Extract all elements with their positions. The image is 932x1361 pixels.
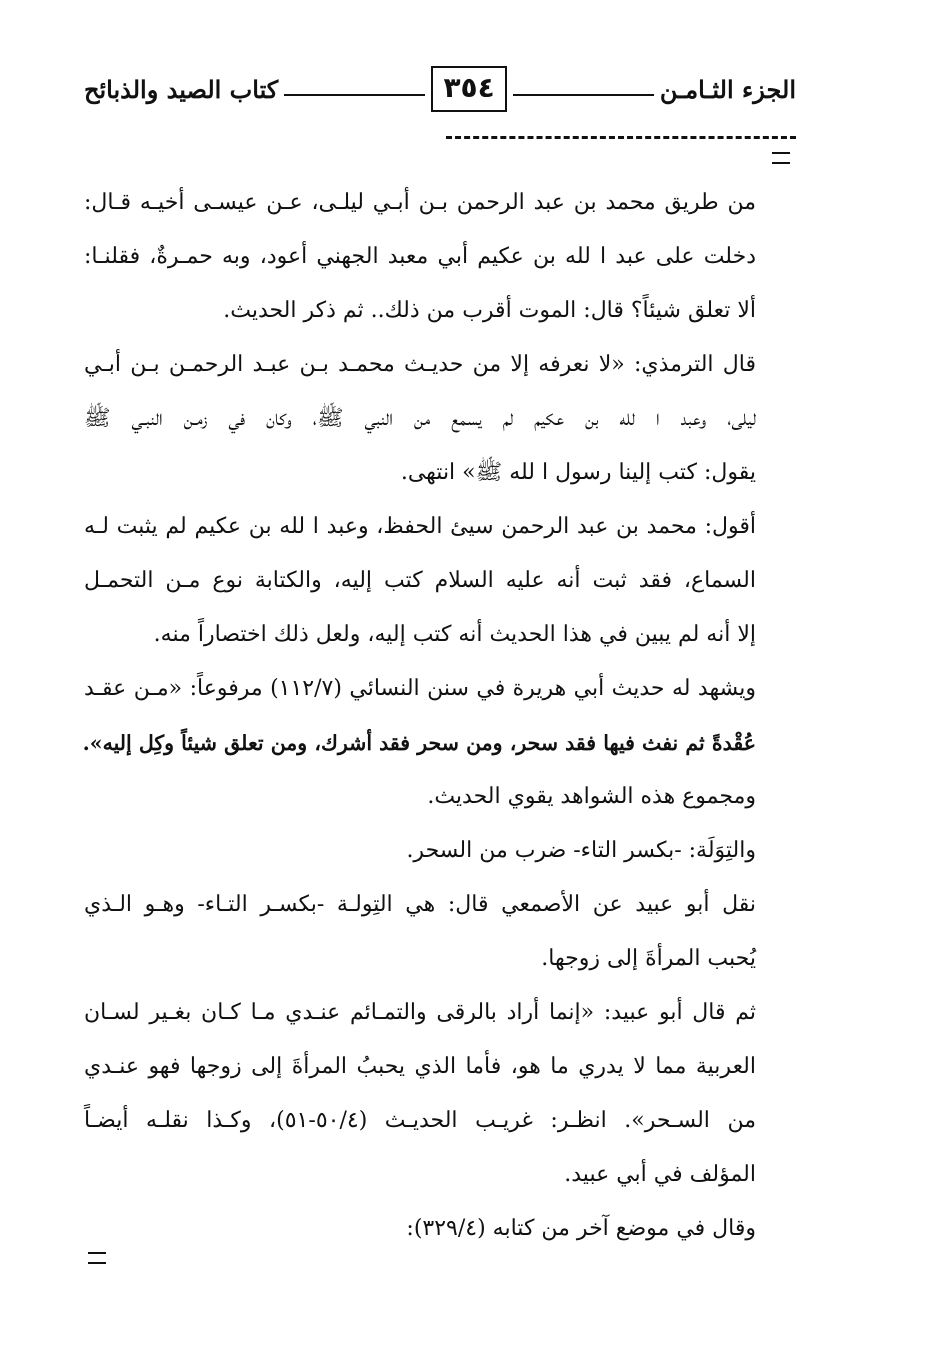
text-line: وقال في موضع آخر من كتابه (٣٢٩/٤): [406,1216,756,1241]
page-number: ٣٥٤ [431,66,506,112]
header-rule-right [513,94,654,96]
text-line: عُقْدةً ثم نفث فيها فقد سحر، ومن سحر فقد أشرك، ومن تعلق شيئاً وكِل إليه». [82,731,756,755]
text-line: ومجموع هذه الشواهد يقوي الحديث. [427,784,756,809]
text-line: ثم قال أبو عبيد: «إنما أراد بالرقى والتمـائم عنـدي مـا كـان بغـير لسـان [84,1000,756,1025]
page-body [84,176,756,1256]
text-line: نقل أبو عبيد عن الأصمعي قال: هي التِولـة -بكسـر التـاء- وهـو الـذي [84,892,756,917]
text-line: ألا تعلق شيئاً؟ قال: الموت أقرب من ذلك.. ثم ذكر الحديث. [223,298,756,323]
text-line: دخلت على عبد ا لله بن عكيم أبي معبد الجهني أعود، وبه حمـرةٌ، فقلنـا: [84,244,756,269]
text-line: يقول: كتب إلينا رسول ا لله ﷺ» انتهى. [400,460,756,485]
part-title: الجزء الثـامـن [659,74,796,104]
text-line: السماع، فقد ثبت أنه عليه السلام كتب إليه، والكتابة نوع مـن التحمـل [84,568,756,593]
text-line: أقول: محمد بن عبد الرحمن سيئ الحفظ، وعبد ا لله بن عكيم لم يثبت لـه [84,514,756,539]
text-line: ليلى، وعبد ا لله بن عكيم لم يسمع من النبي ﷺ، وكان في زمـن النبـي ﷺ [84,406,756,431]
text-line: من طريق محمد بن عبد الرحمن بـن أبـي ليلـى، عـن عيسـى أخيـه قـال: [84,190,756,215]
dashed-divider [446,136,796,139]
text-line: إلا أنه لم يبين في هذا الحديث أنه كتب إليه، ولعل ذلك اختصاراً منه. [153,622,756,647]
text-line: ويشهد له حديث أبي هريرة في سنن النسائي (١١٢/٧) مرفوعاً: «مـن عقـد [84,676,756,701]
text-line: والتِوَلَة: -بكسر التاء- ضرب من السحر. [406,838,756,863]
header-rule-left [284,94,425,96]
section-mark-top [772,152,790,164]
section-mark-bottom [88,1252,106,1264]
book-title: كتاب الصيد والذبائح [83,74,279,104]
text-line: يُحبب المرأةَ إلى زوجها. [541,946,756,971]
text-line: العربية مما لا يدري ما هو، فأما الذي يحببُ المرأةَ إلى زوجها فهو عنـدي [84,1054,756,1079]
running-header [84,64,796,114]
text-line: قال الترمذي: «لا نعرفه إلا من حديـث محمـد بـن عبـد الرحمـن بـن أبـي [84,352,756,377]
text-line: من السـحر». انظـر: غريـب الحديـث (٥٠/٤-٥١)، وكـذا نقلـه أيضـاً [84,1108,756,1133]
text-line: المؤلف في أبي عبيد. [564,1162,756,1187]
